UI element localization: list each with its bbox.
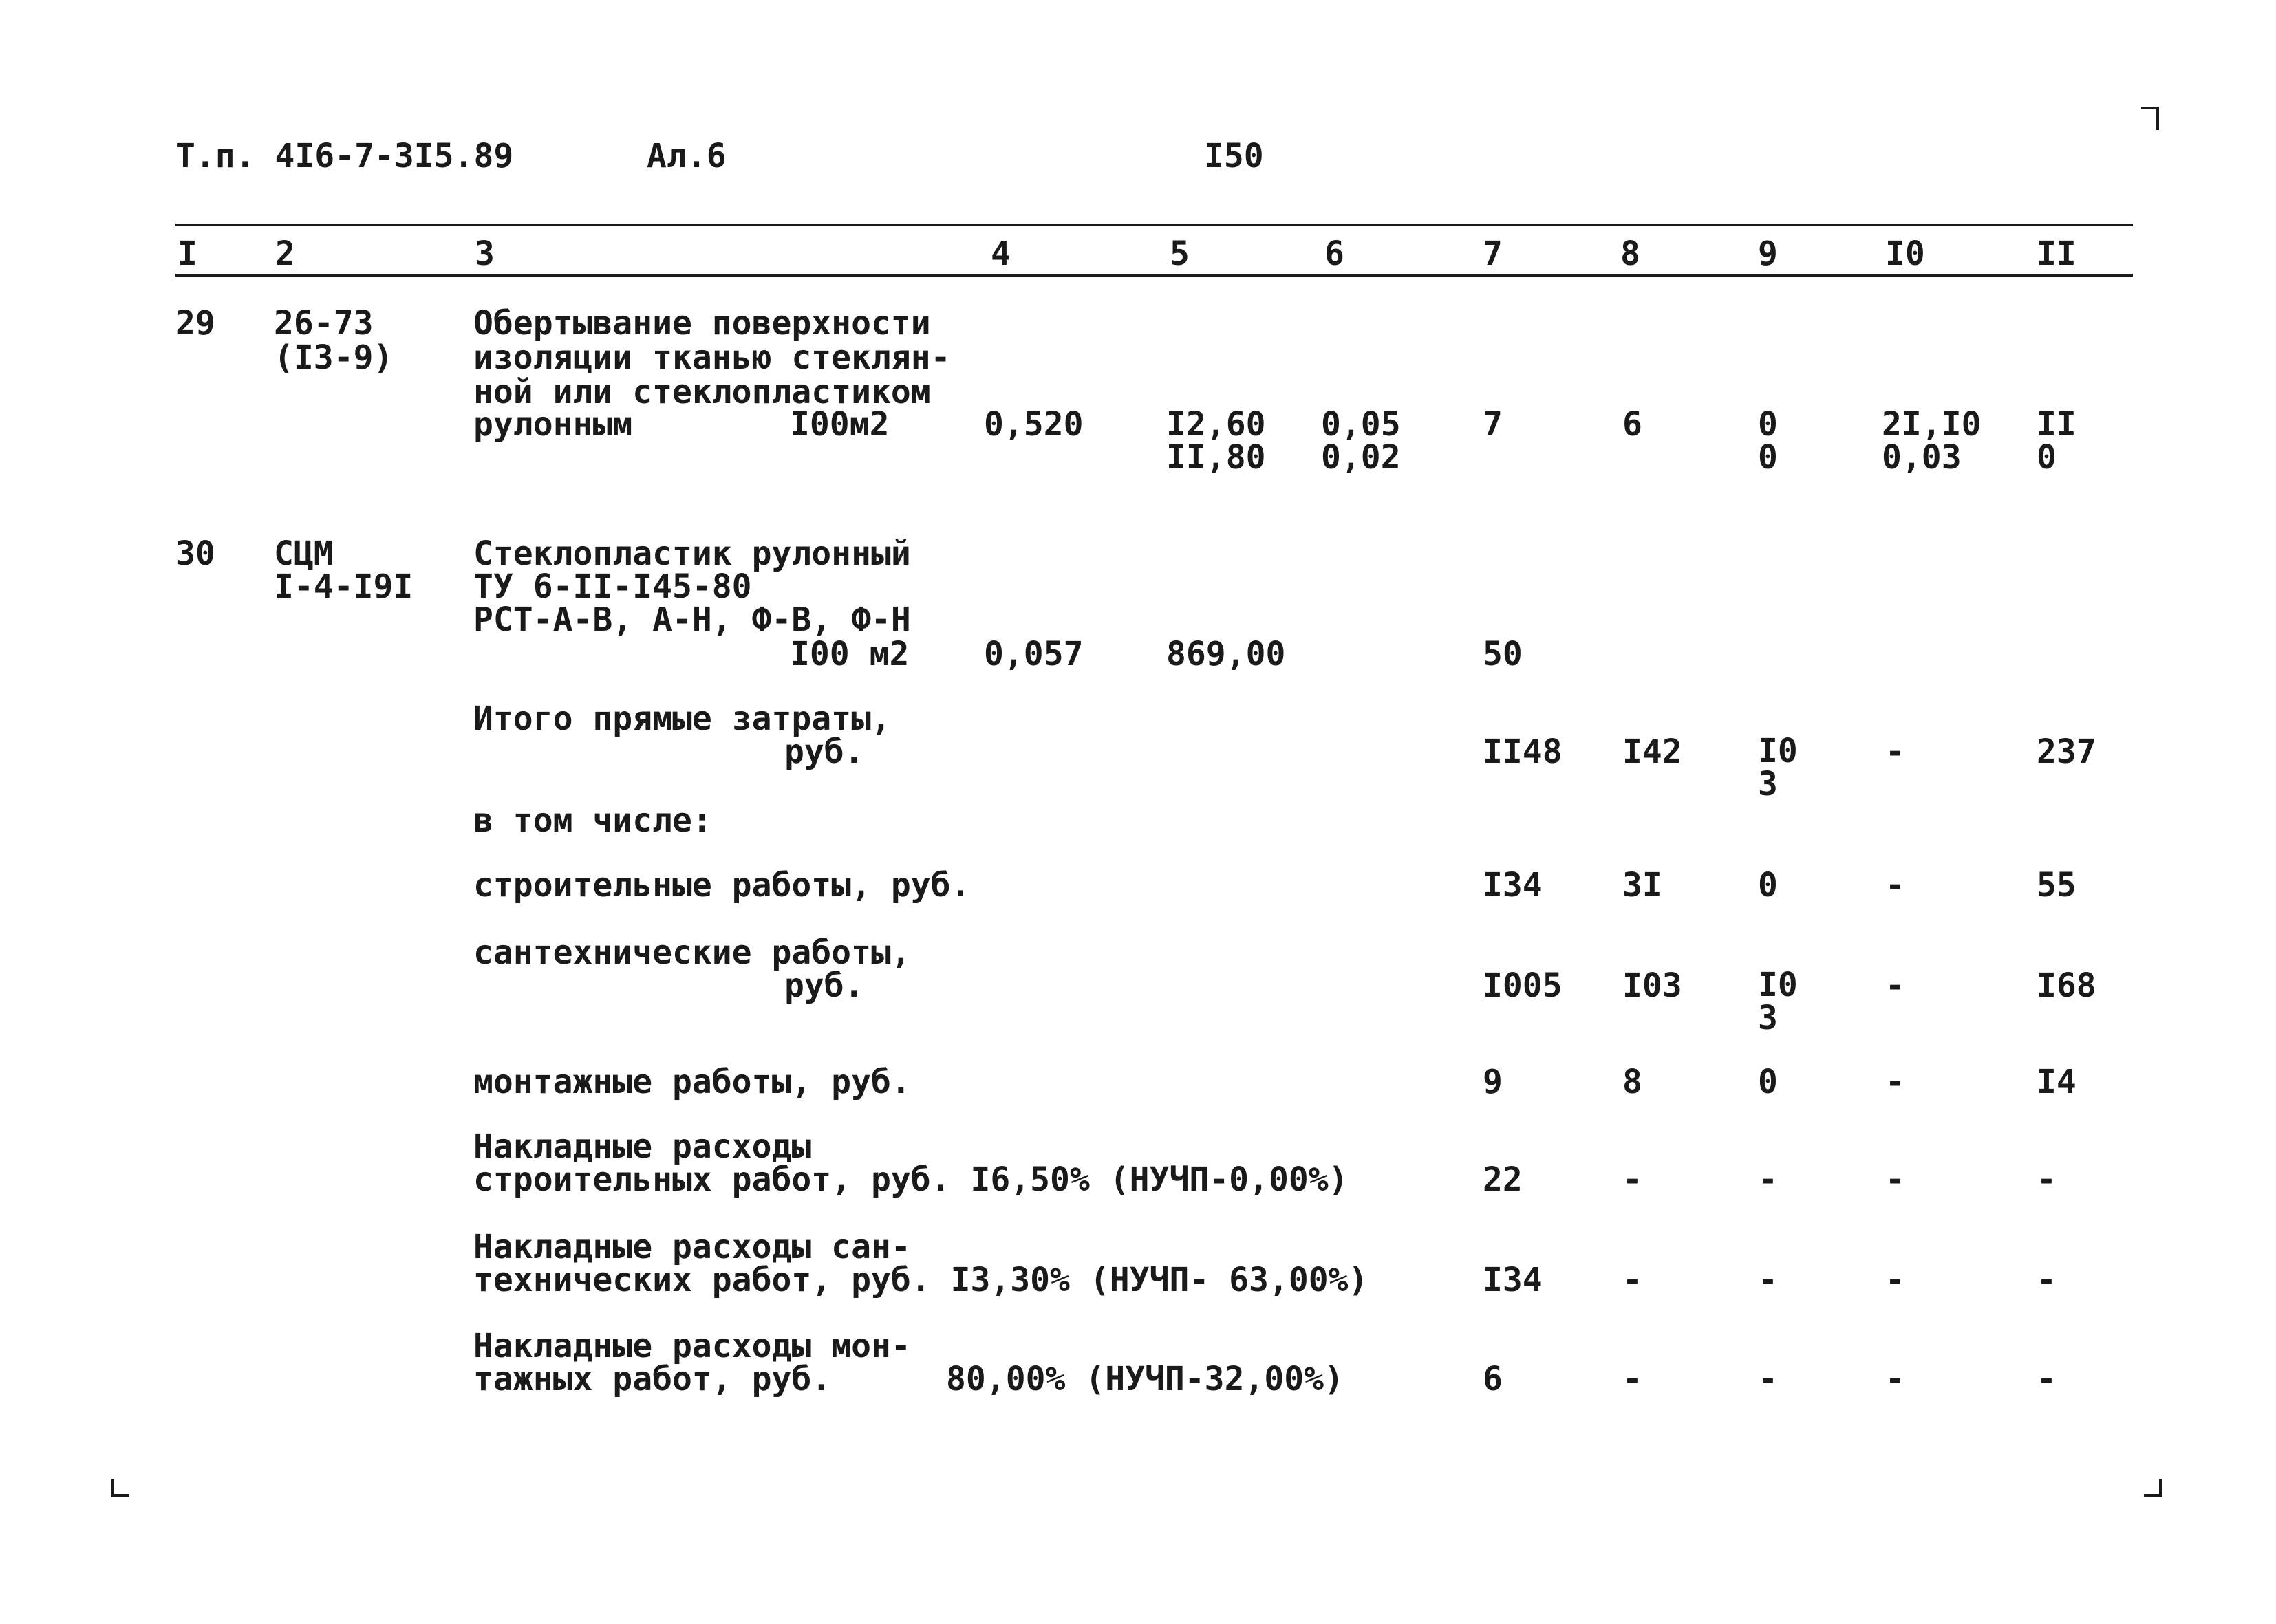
cell-col10: 2I,I0 [1882, 405, 1982, 444]
row-number: 30 [175, 534, 215, 573]
album-label: Ал.6 [647, 137, 727, 175]
cell-col8: 8 [1622, 1063, 1642, 1101]
corner-mark-top-right [2141, 107, 2159, 130]
row-description: рулонным [473, 405, 633, 444]
totals-label: строительных работ, руб. I6,50% (НУЧП-0,00%) [473, 1160, 1349, 1199]
cell-col9: 0 [1758, 866, 1778, 905]
cell-col7: II48 [1483, 733, 1563, 771]
cell-col11: I68 [2037, 966, 2096, 1005]
cell-col8: I42 [1622, 733, 1682, 771]
header-rule-top [175, 224, 2133, 226]
column-header: 8 [1620, 235, 1640, 273]
cell-col8: - [1622, 1261, 1642, 1299]
column-header: I0 [1885, 235, 1925, 273]
cell-col11: - [2037, 1360, 2057, 1398]
cell-col11: II [2037, 405, 2076, 444]
column-header: 4 [991, 235, 1011, 273]
row-description: Обертывание поверхности [473, 304, 931, 343]
cell-col8: - [1622, 1160, 1642, 1199]
cell-col7: 50 [1483, 635, 1523, 673]
row-description: РСТ-А-В, А-Н, Ф-В, Ф-Н [473, 600, 911, 639]
cell-col8: - [1622, 1360, 1642, 1398]
cell-col10: - [1885, 1261, 1905, 1299]
cell-col9: I0 3 [1758, 966, 1798, 1037]
cell-col10: - [1885, 1160, 1905, 1199]
cell-col7: I34 [1483, 866, 1543, 905]
cell-col10: - [1885, 733, 1905, 771]
totals-label: Накладные расходы мон- [473, 1327, 911, 1365]
row-code: (I3-9) [274, 338, 394, 377]
cell-col5: II,80 [1166, 438, 1266, 477]
cell-col7: 22 [1483, 1160, 1523, 1199]
cell-col8: I03 [1622, 966, 1682, 1005]
cell-col9: 0 [1758, 1063, 1778, 1101]
column-header: II [2037, 235, 2076, 273]
cell-col5: 869,00 [1166, 635, 1286, 673]
column-header: 7 [1483, 235, 1503, 273]
totals-label: строительные работы, руб. [473, 866, 971, 905]
cell-col9: - [1758, 1360, 1778, 1398]
totals-label: Итого прямые затраты, [473, 700, 891, 738]
cell-col7: 7 [1483, 405, 1503, 444]
cell-col9: I0 3 [1758, 732, 1798, 803]
header-rule-bottom [175, 274, 2133, 277]
totals-label: монтажные работы, руб. [473, 1063, 911, 1101]
cell-col9: - [1758, 1261, 1778, 1299]
row-description: изоляции тканью стеклян- [473, 338, 951, 377]
row-description: Стеклопластик рулонный [473, 534, 911, 573]
cell-col9: - [1758, 1160, 1778, 1199]
cell-col10: - [1885, 1360, 1905, 1398]
row-code: СЦМ [274, 534, 334, 573]
page-number: I50 [1204, 137, 1264, 175]
cell-col11: 237 [2037, 733, 2096, 771]
totals-label: сантехнические работы, [473, 933, 911, 972]
corner-mark-bottom-left [111, 1479, 129, 1497]
including-label: в том числе: [473, 801, 712, 840]
cell-col6: 0,02 [1321, 438, 1401, 477]
row-description: ТУ 6-II-I45-80 [473, 567, 752, 606]
row-quantity: 0,057 [984, 635, 1084, 673]
totals-label: технических работ, руб. I3,30% (НУЧП- 63,00%) [473, 1261, 1368, 1299]
row-code: I-4-I9I [274, 567, 414, 606]
column-header: 2 [275, 235, 295, 273]
totals-label: руб. [784, 966, 864, 1005]
doc-code: Т.п. 4I6-7-3I5.89 [175, 137, 514, 175]
column-header: 3 [475, 235, 495, 273]
cell-col5: I2,60 [1166, 405, 1266, 444]
cell-col10: 0,03 [1882, 438, 1962, 477]
cell-col9: 0 [1758, 438, 1778, 477]
cell-col8: 3I [1622, 866, 1662, 905]
cell-col7: 6 [1483, 1360, 1503, 1398]
cell-col11: 0 [2037, 438, 2057, 477]
cell-col7: I34 [1483, 1261, 1543, 1299]
cell-col9: 0 [1758, 405, 1778, 444]
totals-label: Накладные расходы [473, 1127, 812, 1166]
cell-col11: 55 [2037, 866, 2076, 905]
cell-col7: 9 [1483, 1063, 1503, 1101]
totals-label: 80,00% (НУЧП-32,00%) [946, 1360, 1344, 1398]
column-header: 9 [1758, 235, 1778, 273]
row-description: ной или стеклопластиком [473, 373, 931, 411]
row-quantity: 0,520 [984, 405, 1084, 444]
cell-col11: - [2037, 1261, 2057, 1299]
row-number: 29 [175, 304, 215, 343]
totals-label: руб. [784, 733, 864, 771]
column-header: 5 [1170, 235, 1190, 273]
cell-col7: I005 [1483, 966, 1563, 1005]
cell-col10: - [1885, 966, 1905, 1005]
cell-col8: 6 [1622, 405, 1642, 444]
cell-col10: - [1885, 866, 1905, 905]
cell-col10: - [1885, 1063, 1905, 1101]
cell-col11: I4 [2037, 1063, 2076, 1101]
row-code: 26-73 [274, 304, 374, 343]
column-header: 6 [1324, 235, 1344, 273]
totals-label: Накладные расходы сан- [473, 1228, 911, 1266]
cell-col6: 0,05 [1321, 405, 1401, 444]
cell-col11: - [2037, 1160, 2057, 1199]
row-unit: I00 м2 [790, 635, 910, 673]
totals-label: тажных работ, руб. [473, 1360, 832, 1398]
column-header: I [178, 235, 197, 273]
row-unit: I00м2 [790, 405, 890, 444]
corner-mark-bottom-right [2144, 1479, 2162, 1497]
